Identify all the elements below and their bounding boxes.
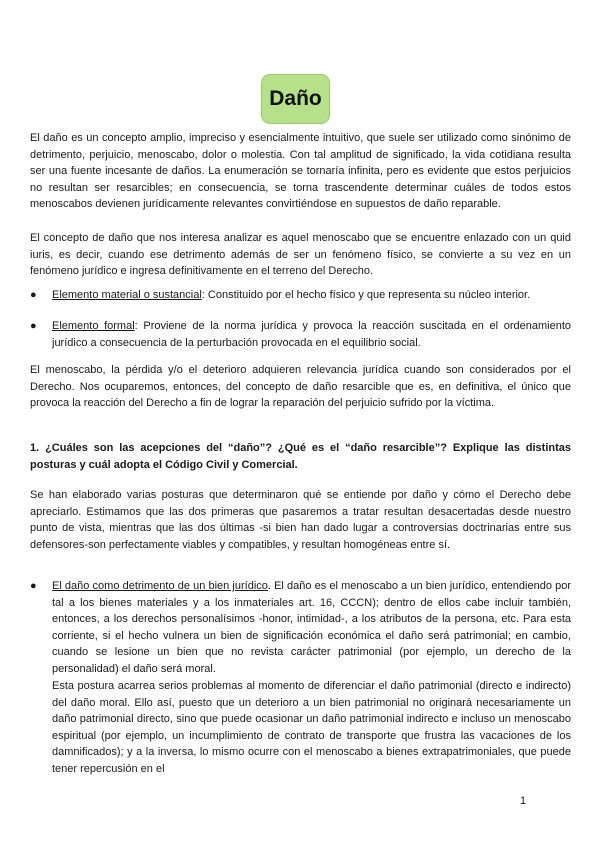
page-number: 1 bbox=[520, 795, 527, 807]
element-label: Elemento formal bbox=[52, 320, 135, 332]
bullet-icon: ● bbox=[30, 580, 37, 592]
intro-paragraph-1: El daño es un concepto amplio, impreciso y esencialmente intuitivo, que suele ser utilizado como sinónimo de detrimento, perjuicio, menoscabo, dolor o molestia. Con tal amplitud de significado, la vida cotidiana resulta ser una fuente incesante de daños. La enumeración se tornaría infinita, pero es evidente que estos perjuicios no resultan ser resarcibles; en consecuencia, se torna trascendente determinar cuáles de todos estos menoscabos devienen jurídicamente relevantes convirtiéndose en supuestos de daño reparable. bbox=[30, 132, 571, 211]
page-title: Daño bbox=[269, 87, 322, 110]
title-badge bbox=[261, 74, 330, 124]
element-text: : Constituido por el hecho físico y que representa su núcleo interior. bbox=[201, 289, 531, 301]
postura-text: . El daño es el menoscabo a un bien jurídico, entendiendo por tal a los bienes materiales y a los inmateriales art. 16, CCCN); dentro de ellos cabe incluir también, entonces, a los derechos personalísimos -honor, intimidad-, a los atributos de la persona, etc. Para esta corriente, si el hecho vulnera un bien de significación económica el daño será patrimonial; en cambio, cuando se lesione un bien que no revista carácter patrimonial (por ejemplo, un derecho de la personalidad) el daño será moral. bbox=[52, 580, 571, 675]
intro-paragraph-2: El concepto de daño que nos interesa analizar es aquel menoscabo que se encuentre enlazado con un quid iuris, es decir, cuando ese detrimento además de ser un fenómeno físico, se convierte a su vez en un fenómeno jurídico e ingresa definitivamente en el terreno del Derecho. bbox=[30, 232, 571, 278]
postura-label: El daño como detrimento de un bien jurídico bbox=[52, 580, 268, 592]
paragraph-4: Se han elaborado varias posturas que determinaron qué se entiende por daño y cómo el Derecho debe apreciarlo. Estimamos que las dos primeras que pasaremos a tratar resultan desacertadas desde nuestro punto de vista, mientras que las dos últimas -si bien han dado lugar a controversias doctrinarias entre sus defensores-son perfectamente viables y compatibles, y resultan homogéneas entre sí. bbox=[30, 489, 571, 551]
element-label: Elemento material o sustancial bbox=[52, 289, 202, 301]
bullet-icon: ● bbox=[30, 320, 37, 332]
paragraph-3: El menoscabo, la pérdida y/o el deterioro adquieren relevancia jurídica cuando son considerados por el Derecho. Nos ocuparemos, entonces, del concepto de daño resarcible que es, en definitiva, el único que provoca la reacción del Derecho a fin de lograr la reparación del perjuicio sufrido por la víctima. bbox=[30, 364, 571, 410]
question-heading: 1. ¿Cuáles son las acepciones del “daño”? ¿Qué es el “daño resarcible”? Explique las distintas posturas y cuál adopta el Código Civil y Comercial. bbox=[30, 442, 571, 471]
element-text: : Proviene de la norma jurídica y provoca la reacción suscitada en el ordenamiento jurídico a consecuencia de la perturbación provocada en el equilibrio social. bbox=[52, 320, 572, 349]
postura-continuation: Esta postura acarrea serios problemas al momento de diferenciar el daño patrimonial (directo e indirecto) del daño moral. Ello así, puesto que un deterioro a un bien patrimonial no originará necesariamente un daño patrimonial directo, sino que puede ocasionar un daño patrimonial indirecto e incluso un menoscabo espiritual (por ejemplo, un incumplimiento de contrato de transporte que frustra las vacaciones de los damnificados); y a la inversa, lo mismo ocurre con el menoscabo a bienes extrapatrimoniales, que puede tener repercusión en el bbox=[52, 680, 571, 775]
bullet-icon: ● bbox=[30, 289, 37, 301]
